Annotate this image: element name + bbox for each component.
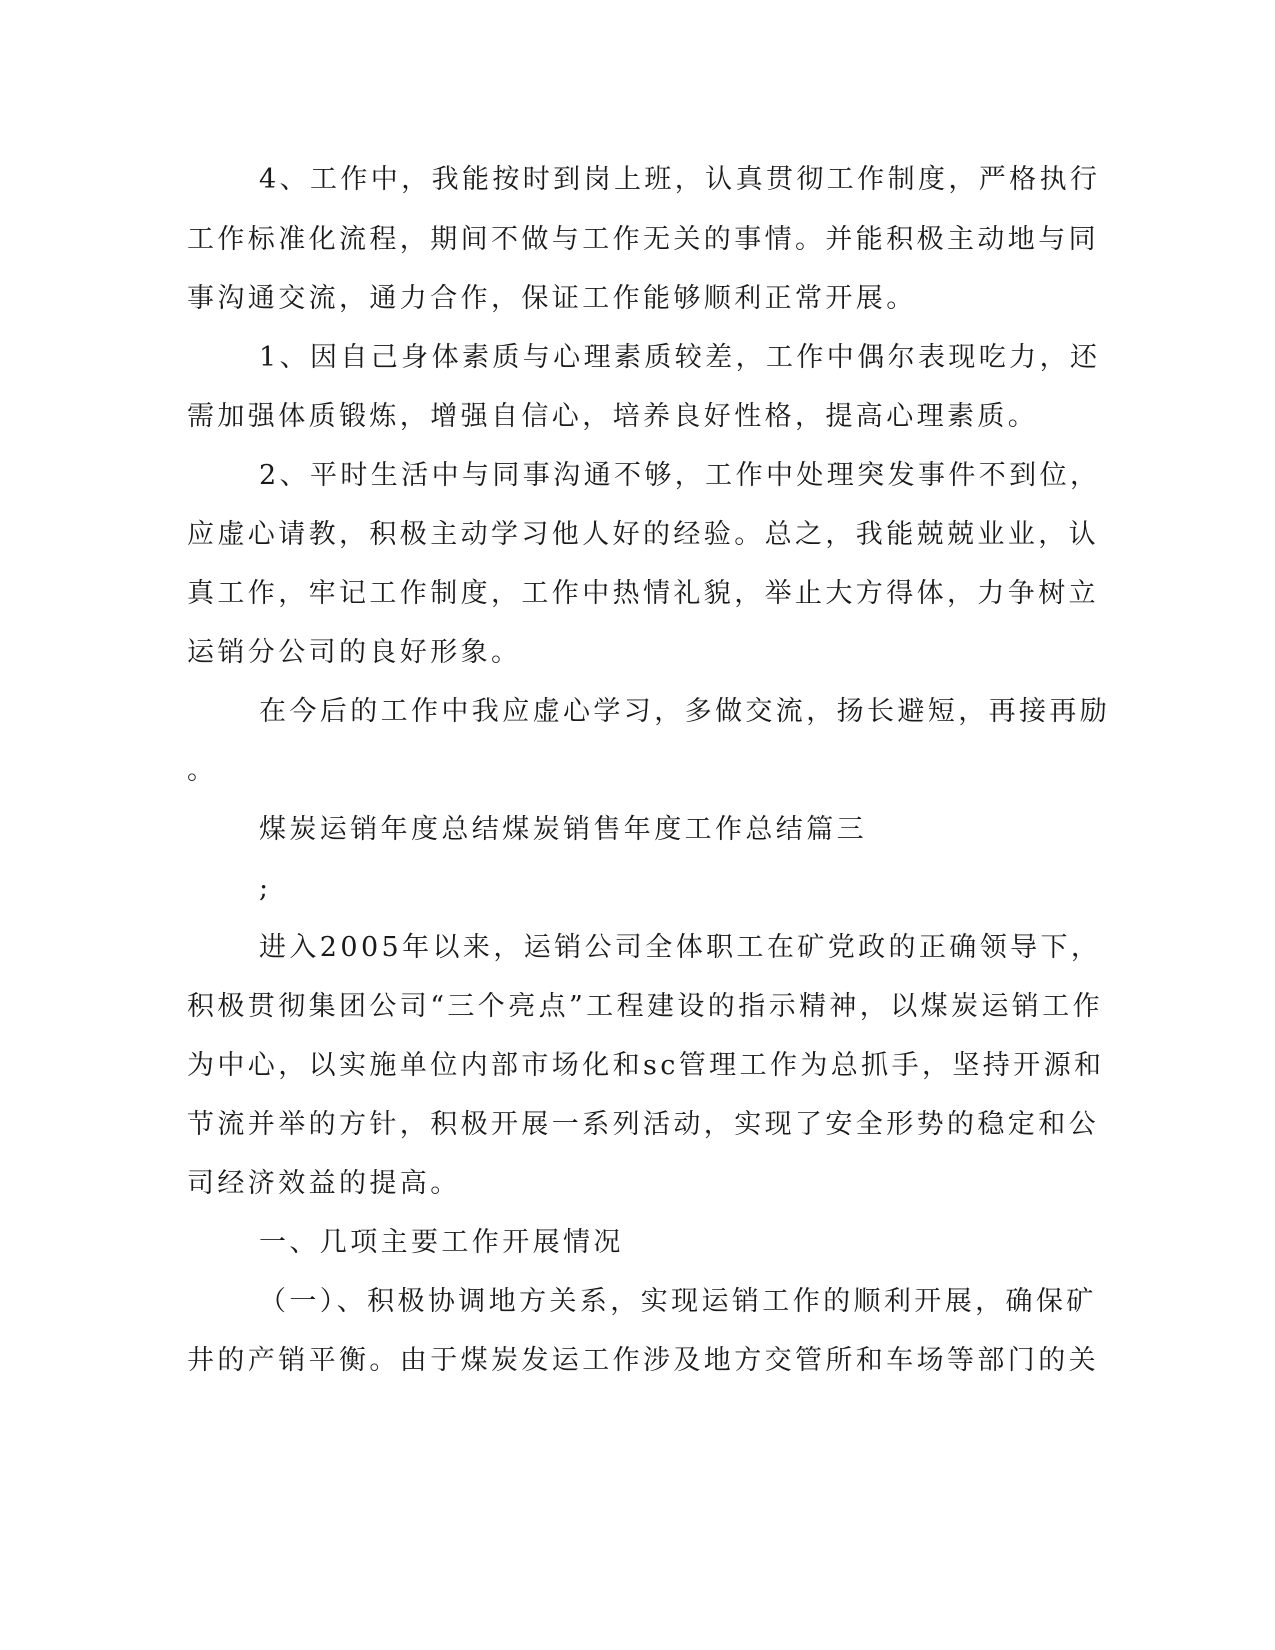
text-line: 4、工作中，我能按时到岗上班，认真贯彻工作制度，严格执行 [259,164,1101,195]
text-line: 2、平时生活中与同事沟通不够，工作中处理突发事件不到位， [259,460,1101,491]
text-line: 真工作，牢记工作制度，工作中热情礼貌，举止大方得体，力争树立 [187,578,1099,609]
text-line: 需加强体质锻炼，增强自信心，培养良好性格，提高心理素质。 [187,401,1039,432]
section-heading: 一、几项主要工作开展情况 [259,1227,624,1258]
text-line: 事沟通交流，通力合作，保证工作能够顺利正常开展。 [187,283,917,314]
text-line: 1、因自己身体素质与心理素质较差，工作中偶尔表现吃力，还 [259,342,1101,373]
text-line: 积极贯彻集团公司“三个亮点”工程建设的指示精神，以煤炭运销工作 [187,991,1104,1022]
text-line: 井的产销平衡。由于煤炭发运工作涉及地方交管所和车场等部门的关 [187,1345,1099,1376]
text-line: 煤炭运销年度总结煤炭销售年度工作总结篇三 [259,814,867,845]
text-line: 应虚心请教，积极主动学习他人好的经验。总之，我能兢兢业业，认 [187,519,1099,550]
text-line: 运销分公司的良好形象。 [187,637,522,668]
text-line: 进入2005年以来，运销公司全体职工在矿党政的正确领导下， [259,932,1102,963]
text-line: 在今后的工作中我应虚心学习，多做交流，扬长避短，再接再励 [259,696,1111,727]
text-line: 节流并举的方针，积极开展一系列活动，实现了安全形势的稳定和公 [187,1109,1099,1140]
text-line: 。 [187,755,218,786]
text-line: ; [259,873,272,904]
text-line: （一）、积极协调地方关系，实现运销工作的顺利开展，确保矿 [259,1286,1097,1317]
text-line: 工作标准化流程，期间不做与工作无关的事情。并能积极主动地与同 [187,224,1099,255]
text-line: 为中心，以实施单位内部市场化和sc管理工作为总抓手，坚持开源和 [187,1050,1105,1081]
text-line: 司经济效益的提高。 [187,1168,461,1199]
